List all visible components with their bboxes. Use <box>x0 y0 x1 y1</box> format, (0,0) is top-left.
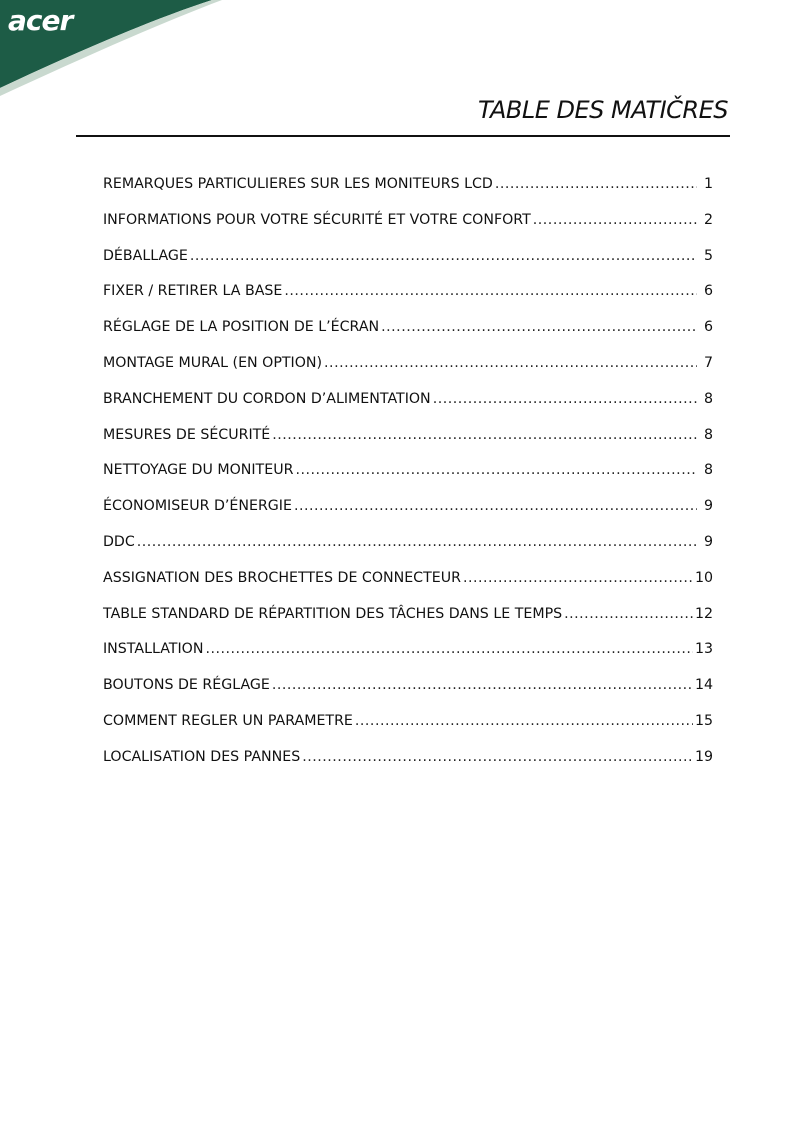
toc-entry-label: DDC <box>103 533 135 550</box>
toc-page-number: 9 <box>703 533 713 550</box>
toc-dot-leader <box>355 713 693 729</box>
toc-dot-leader <box>463 570 693 586</box>
toc-entry[interactable] <box>103 176 713 212</box>
toc-entry[interactable] <box>103 462 713 498</box>
toc-page-number: 8 <box>703 426 713 443</box>
toc-dot-leader <box>533 212 697 228</box>
toc-page-number: 14 <box>694 677 713 694</box>
toc-dot-leader <box>433 391 697 407</box>
toc-entry[interactable] <box>103 427 713 463</box>
acer-logo: acer <box>8 4 73 37</box>
page-title: TABLE DES MATIČRES <box>478 96 728 124</box>
toc-dot-leader <box>564 606 693 622</box>
toc-dot-leader <box>302 749 693 765</box>
toc-page-number: 1 <box>703 176 713 192</box>
toc-entry-label: MONTAGE MURAL (EN OPTION) <box>103 354 323 371</box>
toc-entry-label: ÉCONOMISEUR D’ÉNERGIE <box>103 498 292 515</box>
toc-entry[interactable] <box>103 677 713 713</box>
toc-entry-label: NETTOYAGE DU MONITEUR <box>103 462 294 479</box>
toc-entry[interactable] <box>103 498 713 534</box>
toc-page-number: 15 <box>694 712 713 729</box>
toc-page-number: 9 <box>703 498 713 515</box>
toc-entry-label: DÉBALLAGE <box>103 247 188 264</box>
toc-entry[interactable] <box>103 391 713 427</box>
toc-entry[interactable] <box>103 641 713 677</box>
toc-entry-label: FIXER / RETIRER LA BASE <box>103 283 283 300</box>
toc-entry[interactable] <box>103 248 713 284</box>
toc-entry-label: MESURES DE SÉCURITÉ <box>103 426 271 443</box>
toc-page-number: 8 <box>703 462 713 479</box>
toc-dot-leader <box>324 355 697 371</box>
toc-entry-label: RÉGLAGE DE LA POSITION DE L’ÉCRAN <box>103 319 380 336</box>
toc-page-number: 7 <box>703 354 713 371</box>
toc-entry[interactable] <box>103 355 713 391</box>
toc-dot-leader <box>190 248 697 264</box>
toc-entry[interactable] <box>103 713 713 749</box>
toc-entry[interactable] <box>103 606 713 642</box>
toc-entry[interactable] <box>103 749 713 785</box>
toc-page-number: 13 <box>694 641 713 658</box>
toc-entry-label: INFORMATIONS POUR VOTRE SÉCURITÉ ET VOTRE CONFORT <box>103 211 531 228</box>
toc-dot-leader <box>495 176 697 192</box>
table-of-contents <box>103 176 713 785</box>
toc-dot-leader <box>295 462 697 478</box>
toc-entry-label: TABLE STANDARD DE RÉPARTITION DES TÂCHES DANS LE TEMPS <box>103 605 563 622</box>
toc-dot-leader <box>205 641 692 657</box>
toc-page-number: 6 <box>703 283 713 300</box>
toc-dot-leader <box>284 283 697 299</box>
toc-dot-leader <box>272 427 697 443</box>
toc-entry[interactable] <box>103 283 713 319</box>
toc-page-number: 6 <box>703 319 713 336</box>
toc-entry[interactable] <box>103 319 713 355</box>
toc-dot-leader <box>294 498 697 514</box>
toc-page-number: 10 <box>694 569 713 586</box>
toc-entry[interactable] <box>103 212 713 248</box>
toc-entry-label: COMMENT REGLER UN PARAMETRE <box>103 712 353 729</box>
toc-page-number: 2 <box>703 211 713 228</box>
toc-dot-leader <box>381 319 697 335</box>
toc-entry-label: BOUTONS DE RÉGLAGE <box>103 677 270 694</box>
acer-brand-swoosh <box>0 0 802 100</box>
toc-page-number: 8 <box>703 390 713 407</box>
toc-entry[interactable] <box>103 570 713 606</box>
toc-page-number: 5 <box>703 247 713 264</box>
toc-page-number: 12 <box>694 605 713 622</box>
title-underline <box>76 135 730 137</box>
toc-entry-label: BRANCHEMENT DU CORDON D’ALIMENTATION <box>103 390 431 407</box>
toc-entry-label: INSTALLATION <box>103 641 204 658</box>
toc-entry-label: REMARQUES PARTICULIERES SUR LES MONITEURS LCD <box>103 176 493 192</box>
toc-page-number: 19 <box>694 748 713 765</box>
toc-dot-leader <box>137 534 697 550</box>
toc-entry-label: ASSIGNATION DES BROCHETTES DE CONNECTEUR <box>103 569 461 586</box>
toc-dot-leader <box>272 677 693 693</box>
toc-entry[interactable] <box>103 534 713 570</box>
toc-entry-label: LOCALISATION DES PANNES <box>103 748 301 765</box>
